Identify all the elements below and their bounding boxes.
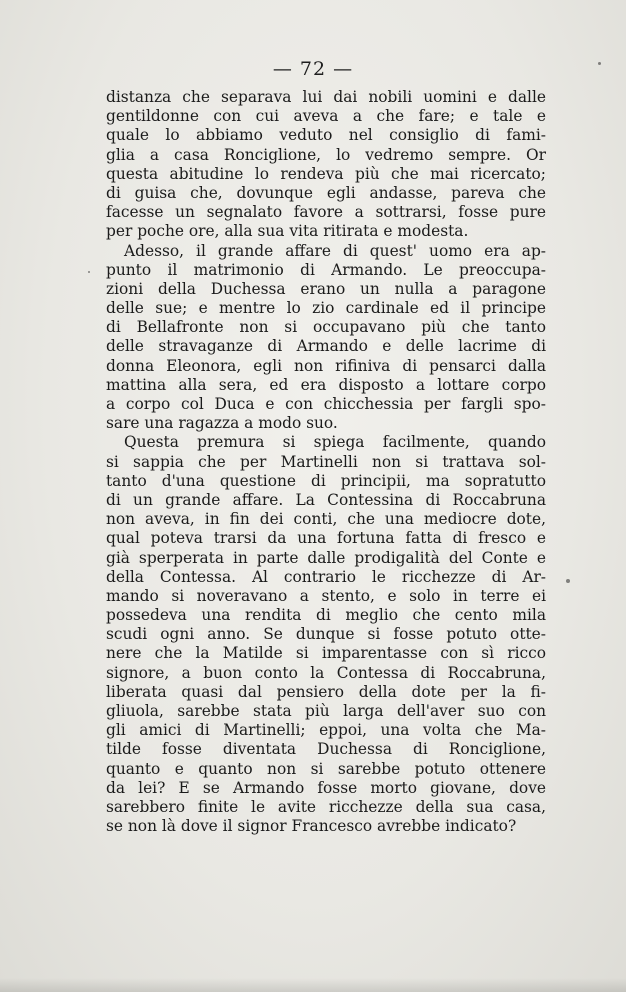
- text-line: non aveva, in fin dei conti, che una mediocre dote,: [106, 510, 546, 529]
- text-line: facesse un segnalato favore a sottrarsi, fosse pure: [106, 203, 546, 222]
- text-line: gliuola, sarebbe stata più larga dell'aver suo con: [106, 702, 546, 720]
- paper-speck: [598, 62, 601, 65]
- text-line: qual poteva trarsi da una fortuna fatta di fresco e: [106, 529, 546, 548]
- text-line: quanto e quanto non si sarebbe potuto ottenere: [106, 759, 546, 778]
- text-line: signore, a buon conto la Contessa di Roccabruna,: [106, 663, 546, 682]
- text-line: mattina alla sera, ed era disposto a lottare corpo: [106, 375, 546, 394]
- text-line: liberata quasi dal pensiero della dote per la fi-: [106, 682, 546, 701]
- text-line: zioni della Duchessa erano un nulla a paragone: [106, 279, 546, 298]
- paper-speck: [566, 579, 570, 583]
- text-line: a corpo col Duca e con chicchessia per fargli spo-: [106, 395, 546, 413]
- text-line: della Contessa. Al contrario le ricchezze di Ar-: [106, 567, 546, 586]
- text-line: mando si noveravano a stento, e solo in terre ei: [106, 586, 546, 605]
- text-line: di un grande affare. La Contessina di Roccabruna: [106, 490, 546, 509]
- text-line: da lei? E se Armando fosse morto giovane, dove: [106, 778, 546, 797]
- text-line: sare una ragazza a modo suo.: [106, 414, 338, 433]
- text-line: di guisa che, dovunque egli andasse, pareva che: [106, 183, 546, 202]
- text-line: glia a casa Ronciglione, lo vedremo sempre. Or: [106, 145, 546, 164]
- text-line: per poche ore, alla sua vita ritirata e modesta.: [106, 222, 469, 241]
- page-number: — 72 —: [272, 58, 354, 80]
- text-line: sarebbero finite le avite ricchezze della sua casa,: [106, 797, 546, 816]
- text-line: delle sue; e mentre lo zio cardinale ed il principe: [106, 299, 546, 318]
- text-line: gentildonne con cui aveva a che fare; e tale e: [106, 107, 546, 126]
- text-line: tanto d'una questione di principii, ma sopratutto: [106, 471, 546, 490]
- text-line: punto il matrimonio di Armando. Le preoccupa-: [106, 260, 546, 279]
- text-line: quale lo abbiamo veduto nel consiglio di fami-: [106, 126, 546, 145]
- text-line: donna Eleonora, egli non rifiniva di pensarci dalla: [106, 356, 546, 375]
- text-line: tilde fosse diventata Duchessa di Ronciglione,: [106, 740, 546, 759]
- text-line: distanza che separava lui dai nobili uomini e dalle: [106, 88, 546, 106]
- text-line: scudi ogni anno. Se dunque si fosse potuto otte-: [106, 625, 546, 644]
- text-line: si sappia che per Martinelli non si trattava sol-: [106, 452, 546, 471]
- text-line: questa abitudine lo rendeva più che mai ricercato;: [106, 164, 546, 183]
- paper-speck: [88, 271, 90, 273]
- text-line: se non là dove il signor Francesco avrebbe indicato?: [106, 817, 517, 836]
- text-line: delle stravaganze di Armando e delle lacrime di: [106, 337, 546, 356]
- page-bottom-shadow: [0, 978, 626, 992]
- text-line: già sperperata in parte dalle prodigalità del Conte e: [106, 548, 546, 567]
- text-line: Adesso, il grande affare di quest' uomo era ap-: [124, 241, 546, 260]
- text-line: Questa premura si spiega facilmente, quando: [124, 433, 546, 452]
- text-line: nere che la Matilde si imparentasse con sì ricco: [106, 644, 546, 663]
- text-line: gli amici di Martinelli; eppoi, una volta che Ma-: [106, 721, 546, 740]
- text-line: possedeva una rendita di meglio che cento mila: [106, 606, 546, 625]
- body-text: [106, 88, 546, 836]
- text-line: di Bellafronte non si occupavano più che tanto: [106, 318, 546, 337]
